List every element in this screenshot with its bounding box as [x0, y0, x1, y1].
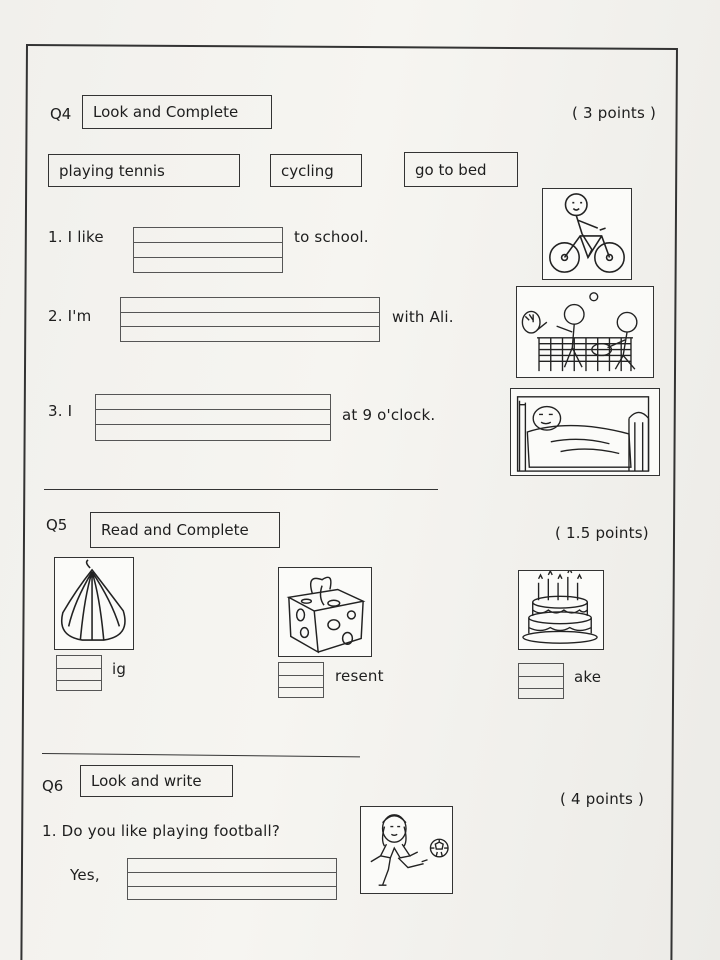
q6-number: Q6 — [42, 777, 64, 795]
q6-question: 1. Do you like playing football? — [42, 822, 281, 840]
word-bank-cycling: cycling — [270, 154, 362, 187]
q4-item1-post: to school. — [294, 228, 369, 246]
girl-kicking-football-icon — [360, 806, 453, 894]
boy-in-bed-icon — [510, 388, 660, 476]
cake-icon — [518, 570, 604, 650]
q6-answer-start: Yes, — [70, 866, 100, 884]
q4-item2-post: with Ali. — [392, 308, 454, 326]
q5-fig-answer-lines[interactable] — [56, 655, 102, 691]
q6-points: ( 4 points ) — [560, 790, 645, 808]
q5-cake-suffix: ake — [574, 668, 602, 686]
kids-playing-tennis-icon — [516, 286, 654, 378]
fig-icon — [54, 557, 134, 650]
q5-cake-answer-lines[interactable] — [518, 663, 564, 699]
q5-present-answer-lines[interactable] — [278, 662, 324, 698]
q6-answer-lines[interactable] — [127, 858, 337, 900]
word-bank-playing-tennis: playing tennis — [48, 154, 240, 187]
q6-title: Look and write — [80, 765, 233, 797]
q5-title: Read and Complete — [90, 512, 280, 548]
q4-item3-post: at 9 o'clock. — [342, 406, 436, 424]
q4-number: Q4 — [50, 105, 72, 123]
q5-fig-suffix: ig — [112, 660, 127, 678]
q4-item3-pre: 3. I — [48, 402, 73, 420]
present-icon — [278, 567, 372, 657]
q4-title: Look and Complete — [82, 95, 272, 129]
q4-item2-pre: 2. I'm — [48, 307, 92, 325]
q4-points: ( 3 points ) — [572, 104, 657, 122]
divider-q4-q5 — [44, 489, 438, 490]
boy-cycling-icon — [542, 188, 632, 280]
q4-item3-answer-lines[interactable] — [95, 394, 331, 441]
q4-item1-pre: 1. I like — [48, 228, 104, 246]
q4-item2-answer-lines[interactable] — [120, 297, 380, 342]
q5-present-suffix: resent — [335, 667, 384, 685]
q4-item1-answer-lines[interactable] — [133, 227, 283, 273]
q5-points: ( 1.5 points) — [555, 524, 649, 542]
word-bank-go-to-bed: go to bed — [404, 152, 518, 187]
q5-number: Q5 — [46, 516, 68, 534]
